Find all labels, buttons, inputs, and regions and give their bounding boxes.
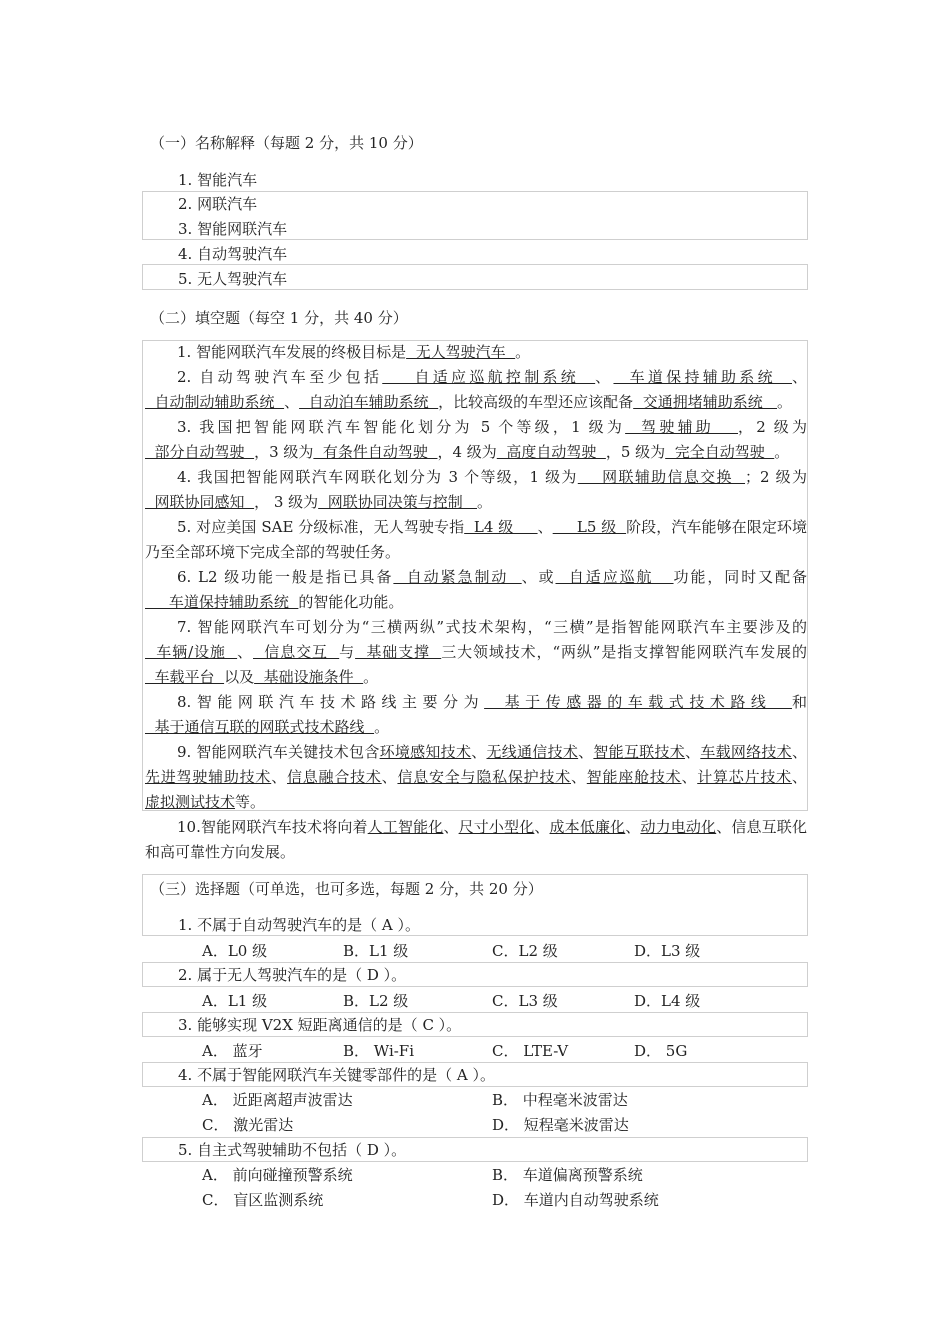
fill-blank-q7: 7. 智能网联汽车可划分为“三横两纵”式技术架构，“三横”是指智能网联汽车主要涉及的 车辆/设施 、 信息交互 与 基础支撑 三大领域技术，“两纵”是指支撑智能网联汽车发展的 车载平台 以及 基础设施条件 。 [145,618,807,686]
option-a: A． 近距离超声波雷达 [202,1091,353,1109]
fill-blank-q8: 8.智能网联汽车技术路线主要分为 基于传感器的车载式技术路线 和 基于通信互联的网联式技术路线 。 [145,693,807,736]
option-c: C． LTE-V [492,1042,569,1060]
option-c: C．L2 级 [492,942,558,960]
term-item: 2. 网联汽车 [178,195,258,213]
option-d: D．L3 级 [634,942,701,960]
option-a: A． 蓝牙 [202,1042,263,1060]
fill-blank-q5: 5. 对应美国 SAE 分级标准，无人驾驶专指 L4 级 、 L5 级 阶段，汽车能够在限定环境乃至全部环境下完成全部的驾驶任务。 [145,518,807,561]
option-b: B． 中程毫米波雷达 [492,1091,628,1109]
term-item: 1. 智能汽车 [178,171,258,189]
option-d: D．L4 级 [634,992,701,1010]
term-item: 3. 智能网联汽车 [178,220,288,238]
question-stem: 2. 属于无人驾驶汽车的是（ D ）。 [178,966,407,984]
option-c: C． 盲区监测系统 [202,1191,324,1209]
option-b: B． Wi-Fi [343,1042,415,1060]
option-c: C． 激光雷达 [202,1116,294,1134]
option-b: B． 车道偏离预警系统 [492,1166,643,1184]
fill-blank-q1: 1. 智能网联汽车发展的终极目标是 无人驾驶汽车 。 [177,343,531,361]
section-1-title: （一）名称解释（每题 2 分，共 10 分） [150,134,423,152]
question-stem: 5. 自主式驾驶辅助不包括（ D ）。 [178,1141,407,1159]
fill-blank-q3: 3. 我国把智能网联汽车智能化划分为 5 个等级，1 级为 驾驶辅助 ，2 级为 部分自动驾驶 ，3 级为 有条件自动驾驶 ，4 级为 高度自动驾驶 ，5 级为 完全自动驾驶 。 [145,418,807,461]
question-stem: 1. 不属于自动驾驶汽车的是（ A ）。 [178,916,420,934]
question-stem: 4. 不属于智能网联汽车关键零部件的是（ A ）。 [178,1066,495,1084]
section-3-title: （三）选择题（可单选，也可多选，每题 2 分，共 20 分） [150,880,543,898]
fill-blank-q6: 6. L2 级功能一般是指已具备 自动紧急制动 、或 自适应巡航 功能，同时又配备 车道保持辅助系统 的智能化功能。 [145,568,807,611]
term-item: 5. 无人驾驶汽车 [178,270,288,288]
option-d: D． 5G [634,1042,688,1060]
option-b: B．L2 级 [343,992,409,1010]
fill-blank-q10: 10.智能网联汽车技术将向着人工智能化、尺寸小型化、成本低廉化、动力电动化、信息互联化和高可靠性方向发展。 [145,818,807,861]
fill-blank-q4: 4. 我国把智能网联汽车网联化划分为 3 个等级，1 级为 网联辅助信息交换 ；2 级为 网联协同感知 ， 3 级为 网联协同决策与控制 。 [145,468,808,511]
option-a: A． 前向碰撞预警系统 [202,1166,353,1184]
option-d: D． 车道内自动驾驶系统 [492,1191,659,1209]
option-b: B．L1 级 [343,942,409,960]
option-c: C．L3 级 [492,992,558,1010]
option-a: A．L1 级 [202,992,268,1010]
fill-blank-q9: 9. 智能网联汽车关键技术包含环境感知技术、无线通信技术、智能互联技术、车载网络技术、先进驾驶辅助技术、信息融合技术、信息安全与隐私保护技术、智能座舱技术、计算芯片技术、虚拟测试技术等。 [145,743,807,811]
term-item: 4. 自动驾驶汽车 [178,245,288,263]
section-2-title: （二）填空题（每空 1 分，共 40 分） [150,309,408,327]
fill-blank-q2: 2. 自动驾驶汽车至少包括 自适应巡航控制系统 、 车道保持辅助系统 、 自动制动辅助系统 、 自动泊车辅助系统 ，比较高级的车型还应该配备 交通拥堵辅助系统 。 [145,368,808,411]
option-d: D． 短程毫米波雷达 [492,1116,629,1134]
question-stem: 3. 能够实现 V2X 短距离通信的是（ C ）。 [178,1016,462,1034]
option-a: A．L0 级 [202,942,268,960]
